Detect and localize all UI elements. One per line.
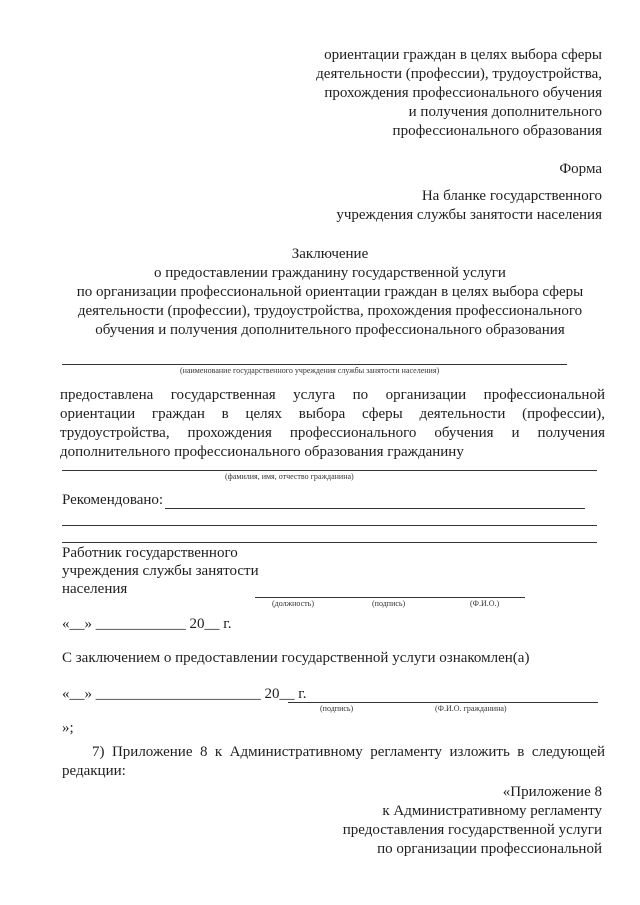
- date-line-1: «__» ____________ 20__ г.: [62, 616, 232, 632]
- caption-signature-2: (подпись): [320, 704, 354, 713]
- blank-block: [202, 187, 602, 225]
- body-line: предоставлена государственная услуга по организации профессиональной: [60, 387, 605, 403]
- document-title: [50, 245, 610, 340]
- appendix-line: к Административному регламенту: [382, 803, 602, 819]
- para7-line: 7) Приложение 8 к Административному регламенту изложить в следующей: [92, 744, 605, 760]
- worker-block: [62, 544, 259, 598]
- title-line: Заключение: [291, 246, 369, 262]
- worker-signature-underline: [255, 597, 525, 598]
- caption-fio-citizen: (Ф.И.О. гражданина): [435, 704, 507, 713]
- caption-position: (должность): [272, 599, 314, 608]
- header-line: прохождения профессионального обучения: [324, 85, 602, 101]
- title-line: о предоставлении гражданину государственной услуги: [154, 265, 506, 281]
- institution-underline: [62, 364, 567, 365]
- para7-line: редакции:: [62, 763, 126, 779]
- body-line: дополнительного профессионального образования гражданину: [60, 444, 464, 460]
- header-line: профессионального образования: [392, 123, 602, 139]
- appendix-block: [202, 783, 602, 859]
- title-line: обучения и получения дополнительного профессионального образования: [95, 322, 565, 338]
- body-paragraph: [60, 386, 605, 462]
- caption-signature: (подпись): [372, 599, 406, 608]
- title-line: деятельности (профессии), трудоустройства, прохождения профессионального: [77, 303, 583, 319]
- closing-quote: »;: [62, 720, 74, 736]
- appendix-line: по организации профессиональной: [377, 841, 602, 857]
- blank-line: учреждения службы занятости населения: [336, 207, 602, 223]
- body-line: трудоустройства, прохождения профессионального обучения и получения: [60, 425, 605, 441]
- form-label: Форма: [559, 161, 602, 177]
- paragraph-7: [62, 743, 605, 781]
- recommended-underline-3: [62, 542, 597, 543]
- header-block: [202, 46, 602, 141]
- blank-line: На бланке государственного: [421, 188, 602, 204]
- header-line: и получения дополнительного: [408, 104, 602, 120]
- recommended-underline-1: [165, 508, 585, 509]
- date-line-2: «__» ______________________ 20__ г.: [62, 686, 307, 702]
- acknowledged-signature-underline: [288, 702, 598, 703]
- header-line: ориентации граждан в целях выбора сферы: [324, 47, 602, 63]
- caption-institution: (наименование государственного учреждения службы занятости населения): [180, 366, 440, 375]
- body-line: ориентации граждан в целях выбора сферы деятельности (профессии),: [60, 406, 605, 422]
- recommended-label: Рекомендовано:: [62, 492, 164, 508]
- form-label-block: [202, 160, 602, 179]
- recommended-underline-2: [62, 525, 597, 526]
- appendix-line: «Приложение 8: [502, 784, 602, 800]
- worker-line: Работник государственного: [62, 545, 238, 561]
- appendix-line: предоставления государственной услуги: [342, 822, 602, 838]
- worker-line: населения: [62, 581, 128, 597]
- worker-line: учреждения службы занятости: [62, 563, 259, 579]
- caption-fio: (Ф.И.О.): [470, 599, 500, 608]
- caption-citizen: (фамилия, имя, отчество гражданина): [225, 472, 354, 481]
- citizen-underline: [62, 470, 597, 471]
- title-line: по организации профессиональной ориентации граждан в целях выбора сферы: [76, 284, 584, 300]
- acknowledged-text: С заключением о предоставлении государственной услуги ознакомлен(а): [62, 650, 530, 666]
- header-line: деятельности (профессии), трудоустройства,: [316, 66, 602, 82]
